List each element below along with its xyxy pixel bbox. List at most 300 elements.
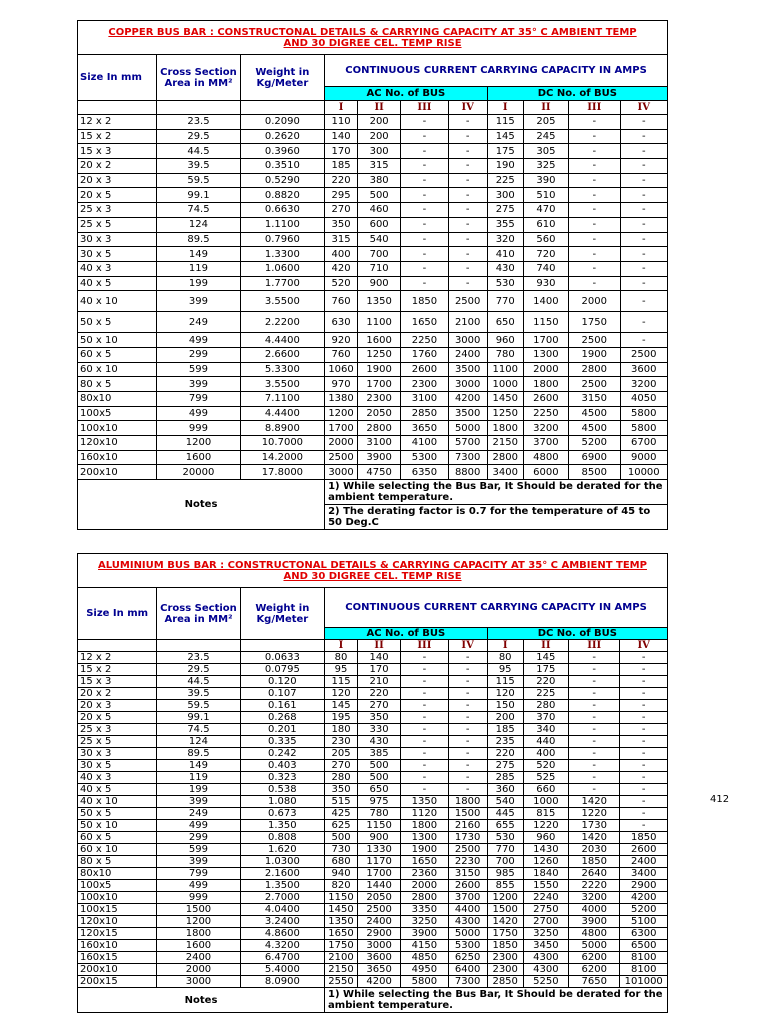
weight-cell: 0.403 (240, 760, 324, 772)
capacity-cell: 205 (325, 748, 358, 760)
copper-table-body (78, 115, 668, 480)
capacity-cell: 4750 (358, 465, 401, 480)
copper-ac-group: AC No. of BUS (325, 87, 488, 101)
table-row (78, 916, 668, 928)
aluminium-bus-count-dc-4: IV (620, 640, 668, 652)
capacity-cell: 3250 (523, 928, 568, 940)
capacity-cell: 5200 (569, 436, 620, 451)
table-row (78, 712, 668, 724)
capacity-cell: - (448, 144, 487, 159)
cross-section-cell: 599 (157, 844, 240, 856)
table-row (78, 880, 668, 892)
capacity-cell: - (448, 652, 487, 664)
size-cell: 30 x 3 (78, 232, 157, 247)
size-cell: 80x10 (78, 868, 157, 880)
weight-cell: 0.808 (240, 832, 324, 844)
weight-cell: 4.3200 (240, 940, 324, 952)
capacity-cell: - (568, 748, 619, 760)
capacity-cell: - (569, 115, 620, 130)
capacity-cell: 200 (358, 115, 401, 130)
aluminium-col-cross-section: Cross Section Area in MM² (157, 588, 240, 640)
capacity-cell: 2100 (448, 312, 487, 333)
capacity-cell: 3200 (568, 892, 619, 904)
cross-section-cell: 1200 (157, 436, 240, 451)
weight-cell: 1.7700 (240, 276, 324, 291)
cross-section-cell: 124 (157, 217, 240, 232)
aluminium-table-title: ALUMINIUM BUS BAR : CONSTRUCTONAL DETAILS & CARRYING CAPACITY AT 35° C AMBIENT TEMP AND 30 DIGREE CEL. TEMP RISE (78, 554, 668, 588)
capacity-cell: - (620, 664, 668, 676)
capacity-cell: 2160 (448, 820, 487, 832)
capacity-cell: 3700 (448, 892, 487, 904)
capacity-cell: 3400 (620, 868, 668, 880)
capacity-cell: 900 (357, 832, 400, 844)
size-cell: 120x10 (78, 436, 157, 451)
capacity-cell: 2900 (620, 880, 668, 892)
capacity-cell: 500 (358, 188, 401, 203)
capacity-cell: - (620, 115, 667, 130)
size-cell: 40 x 10 (78, 291, 157, 312)
size-cell: 100x5 (78, 406, 157, 421)
capacity-cell: 700 (358, 247, 401, 262)
weight-cell: 1.1100 (240, 217, 324, 232)
size-cell: 160x10 (78, 940, 157, 952)
capacity-cell: 625 (325, 820, 358, 832)
capacity-cell: - (568, 676, 619, 688)
cross-section-cell: 89.5 (157, 232, 240, 247)
capacity-cell: 270 (325, 203, 358, 218)
capacity-cell: - (568, 688, 619, 700)
capacity-cell: 355 (487, 217, 523, 232)
cross-section-cell: 299 (157, 832, 240, 844)
size-cell: 60 x 5 (78, 832, 157, 844)
capacity-cell: 2250 (523, 406, 568, 421)
capacity-cell: 2100 (325, 952, 358, 964)
capacity-cell: 360 (487, 784, 523, 796)
table-row (78, 928, 668, 940)
capacity-cell: 4300 (523, 952, 568, 964)
size-cell: 100x10 (78, 421, 157, 436)
capacity-cell: 430 (487, 261, 523, 276)
table-row (78, 760, 668, 772)
copper-bus-count-ac-4: IV (448, 101, 487, 115)
weight-cell: 2.1600 (240, 868, 324, 880)
weight-cell: 3.2400 (240, 916, 324, 928)
page-number: 412 (710, 794, 730, 805)
capacity-cell: 2150 (325, 964, 358, 976)
capacity-cell: 1550 (523, 880, 568, 892)
capacity-cell: 6250 (448, 952, 487, 964)
capacity-cell: 4300 (523, 964, 568, 976)
capacity-cell: - (620, 700, 668, 712)
capacity-cell: 1100 (487, 362, 523, 377)
capacity-cell: - (401, 772, 448, 784)
cross-section-cell: 1600 (157, 450, 240, 465)
aluminium-bus-count-dc-1: I (487, 640, 523, 652)
capacity-cell: 270 (357, 700, 400, 712)
capacity-cell: 1000 (487, 377, 523, 392)
capacity-cell: 900 (358, 276, 401, 291)
capacity-cell: 780 (357, 808, 400, 820)
capacity-cell: 1100 (358, 312, 401, 333)
capacity-cell: - (448, 232, 487, 247)
capacity-cell: - (620, 772, 668, 784)
capacity-cell: 740 (523, 261, 568, 276)
capacity-cell: 530 (487, 276, 523, 291)
capacity-cell: 4500 (569, 406, 620, 421)
size-cell: 100x10 (78, 892, 157, 904)
copper-bus-count-ac-3: III (401, 101, 448, 115)
capacity-cell: 1650 (401, 856, 448, 868)
capacity-cell: 8800 (448, 465, 487, 480)
aluminium-bus-count-ac-1: I (325, 640, 358, 652)
capacity-cell: - (568, 652, 619, 664)
copper-bus-count-dc-3: III (569, 101, 620, 115)
capacity-cell: 1200 (487, 892, 523, 904)
capacity-cell: - (620, 796, 668, 808)
capacity-cell: - (401, 784, 448, 796)
capacity-cell: - (569, 129, 620, 144)
capacity-cell: 3000 (357, 940, 400, 952)
capacity-cell: 3900 (358, 450, 401, 465)
capacity-cell: 630 (325, 312, 358, 333)
weight-cell: 0.242 (240, 748, 324, 760)
cross-section-cell: 199 (157, 276, 240, 291)
capacity-cell: 1450 (325, 904, 358, 916)
capacity-cell: - (448, 700, 487, 712)
size-cell: 60 x 10 (78, 844, 157, 856)
capacity-cell: - (569, 247, 620, 262)
aluminium-col-capacity: CONTINUOUS CURRENT CARRYING CAPACITY IN AMPS (325, 588, 668, 628)
capacity-cell: - (620, 261, 667, 276)
capacity-cell: 295 (325, 188, 358, 203)
capacity-cell: 1650 (325, 928, 358, 940)
capacity-cell: 2500 (620, 347, 667, 362)
capacity-cell: 1170 (357, 856, 400, 868)
capacity-cell: 5800 (620, 406, 667, 421)
weight-cell: 0.0633 (240, 652, 324, 664)
capacity-cell: 1150 (325, 892, 358, 904)
weight-cell: 0.323 (240, 772, 324, 784)
capacity-cell: 940 (325, 868, 358, 880)
capacity-cell: 2800 (401, 892, 448, 904)
cross-section-cell: 20000 (157, 465, 240, 480)
capacity-cell: 710 (358, 261, 401, 276)
table-row (78, 664, 668, 676)
cross-section-cell: 89.5 (157, 748, 240, 760)
capacity-cell: 1800 (448, 796, 487, 808)
capacity-cell: 500 (357, 760, 400, 772)
capacity-cell: 470 (523, 203, 568, 218)
table-row (78, 232, 668, 247)
size-cell: 60 x 5 (78, 347, 157, 362)
capacity-cell: 2240 (523, 892, 568, 904)
aluminium-bus-count-row (78, 640, 668, 652)
capacity-cell: 815 (523, 808, 568, 820)
capacity-cell: - (401, 700, 448, 712)
aluminium-notes-label: Notes (78, 988, 325, 1013)
capacity-cell: - (448, 203, 487, 218)
weight-cell: 1.0300 (240, 856, 324, 868)
capacity-cell: 200 (358, 129, 401, 144)
cross-section-cell: 249 (157, 312, 240, 333)
cross-section-cell: 499 (157, 880, 240, 892)
capacity-cell: - (620, 712, 668, 724)
weight-cell: 2.7000 (240, 892, 324, 904)
capacity-cell: 1730 (568, 820, 619, 832)
capacity-cell: - (569, 261, 620, 276)
capacity-cell: 275 (487, 203, 523, 218)
capacity-cell: 180 (325, 724, 358, 736)
capacity-cell: 5000 (568, 940, 619, 952)
table-row (78, 964, 668, 976)
capacity-cell: 760 (325, 347, 358, 362)
cross-section-cell: 99.1 (157, 712, 240, 724)
capacity-cell: - (620, 820, 668, 832)
capacity-cell: - (448, 664, 487, 676)
capacity-cell: 2300 (487, 964, 523, 976)
table-row (78, 406, 668, 421)
capacity-cell: - (401, 652, 448, 664)
weight-cell: 0.107 (240, 688, 324, 700)
capacity-cell: 2500 (357, 904, 400, 916)
capacity-cell: 145 (523, 652, 568, 664)
capacity-cell: 515 (325, 796, 358, 808)
capacity-cell: 2000 (569, 291, 620, 312)
size-cell: 25 x 3 (78, 724, 157, 736)
capacity-cell: - (569, 217, 620, 232)
cross-section-cell: 499 (157, 333, 240, 348)
size-cell: 15 x 3 (78, 676, 157, 688)
capacity-cell: 1750 (569, 312, 620, 333)
table-row (78, 832, 668, 844)
capacity-cell: 280 (325, 772, 358, 784)
size-cell: 200x10 (78, 465, 157, 480)
capacity-cell: 205 (523, 115, 568, 130)
capacity-cell: 3000 (448, 333, 487, 348)
capacity-cell: 2600 (523, 392, 568, 407)
capacity-cell: - (568, 772, 619, 784)
copper-bus-count-row (78, 101, 668, 115)
capacity-cell: 1420 (568, 832, 619, 844)
capacity-cell: 2640 (568, 868, 619, 880)
size-cell: 160x10 (78, 450, 157, 465)
table-row (78, 868, 668, 880)
capacity-cell: 2750 (523, 904, 568, 916)
capacity-cell: 280 (523, 700, 568, 712)
size-cell: 20 x 3 (78, 700, 157, 712)
capacity-cell: 1150 (523, 312, 568, 333)
table-row (78, 844, 668, 856)
capacity-cell: 460 (358, 203, 401, 218)
copper-col-weight: Weight in Kg/Meter (240, 55, 324, 101)
capacity-cell: 110 (325, 115, 358, 130)
capacity-cell: 350 (357, 712, 400, 724)
capacity-cell: 390 (523, 173, 568, 188)
capacity-cell: - (401, 115, 448, 130)
capacity-cell: 720 (523, 247, 568, 262)
copper-bus-count-dc-2: II (523, 101, 568, 115)
capacity-cell: - (568, 712, 619, 724)
capacity-cell: 4400 (448, 904, 487, 916)
capacity-cell: 5800 (401, 976, 448, 988)
capacity-cell: 9000 (620, 450, 667, 465)
capacity-cell: 2050 (358, 406, 401, 421)
size-cell: 200x10 (78, 964, 157, 976)
capacity-cell: - (401, 276, 448, 291)
table-row (78, 952, 668, 964)
table-row (78, 700, 668, 712)
table-row (78, 129, 668, 144)
cross-section-cell: 119 (157, 772, 240, 784)
capacity-cell: 2800 (569, 362, 620, 377)
capacity-cell: - (568, 784, 619, 796)
weight-cell: 1.0600 (240, 261, 324, 276)
size-cell: 80x10 (78, 392, 157, 407)
capacity-cell: 2360 (401, 868, 448, 880)
capacity-cell: 5800 (620, 421, 667, 436)
table-row (78, 904, 668, 916)
capacity-cell: 3150 (448, 868, 487, 880)
cross-section-cell: 74.5 (157, 724, 240, 736)
capacity-cell: 1350 (358, 291, 401, 312)
capacity-cell: 3250 (401, 916, 448, 928)
capacity-cell: 2050 (357, 892, 400, 904)
capacity-cell: - (568, 760, 619, 772)
cross-section-cell: 23.5 (157, 652, 240, 664)
weight-cell: 0.7960 (240, 232, 324, 247)
table-row (78, 724, 668, 736)
size-cell: 15 x 3 (78, 144, 157, 159)
capacity-cell: - (620, 688, 668, 700)
weight-cell: 0.673 (240, 808, 324, 820)
capacity-cell: 1430 (523, 844, 568, 856)
capacity-cell: - (620, 232, 667, 247)
capacity-cell: 195 (325, 712, 358, 724)
capacity-cell: 960 (523, 832, 568, 844)
capacity-cell: - (448, 772, 487, 784)
capacity-cell: 3500 (448, 406, 487, 421)
capacity-cell: 330 (357, 724, 400, 736)
cross-section-cell: 29.5 (157, 664, 240, 676)
capacity-cell: - (620, 129, 667, 144)
capacity-cell: 3500 (448, 362, 487, 377)
capacity-cell: 2850 (487, 976, 523, 988)
cross-section-cell: 799 (157, 868, 240, 880)
capacity-cell: 1760 (401, 347, 448, 362)
capacity-cell: 225 (487, 173, 523, 188)
capacity-cell: - (569, 188, 620, 203)
capacity-cell: 305 (523, 144, 568, 159)
size-cell: 80 x 5 (78, 856, 157, 868)
size-cell: 40 x 5 (78, 276, 157, 291)
capacity-cell: 610 (523, 217, 568, 232)
capacity-cell: 3000 (448, 377, 487, 392)
capacity-cell: - (401, 232, 448, 247)
size-cell: 160x15 (78, 952, 157, 964)
weight-cell: 3.5500 (240, 291, 324, 312)
capacity-cell: 4100 (401, 436, 448, 451)
capacity-cell: - (448, 217, 487, 232)
capacity-cell: 3700 (523, 436, 568, 451)
capacity-cell: 140 (325, 129, 358, 144)
capacity-cell: - (620, 748, 668, 760)
capacity-cell: 5000 (448, 928, 487, 940)
capacity-cell: 660 (523, 784, 568, 796)
capacity-cell: 140 (357, 652, 400, 664)
weight-cell: 0.268 (240, 712, 324, 724)
table-row (78, 450, 668, 465)
aluminium-col-weight: Weight in Kg/Meter (240, 588, 324, 640)
weight-cell: 0.0795 (240, 664, 324, 676)
capacity-cell: - (448, 159, 487, 174)
cross-section-cell: 999 (157, 421, 240, 436)
capacity-cell: 1700 (523, 333, 568, 348)
weight-cell: 2.6600 (240, 347, 324, 362)
cross-section-cell: 39.5 (157, 159, 240, 174)
capacity-cell: 1800 (523, 377, 568, 392)
capacity-cell: 2300 (358, 392, 401, 407)
capacity-cell: - (401, 688, 448, 700)
capacity-cell: 285 (487, 772, 523, 784)
capacity-cell: 101000 (620, 976, 668, 988)
capacity-cell: 225 (523, 688, 568, 700)
capacity-cell: 2000 (325, 436, 358, 451)
capacity-cell: 6400 (448, 964, 487, 976)
capacity-cell: 95 (487, 664, 523, 676)
size-cell: 12 x 2 (78, 652, 157, 664)
capacity-cell: 220 (487, 748, 523, 760)
capacity-cell: 2230 (448, 856, 487, 868)
table-row (78, 203, 668, 218)
size-cell: 25 x 3 (78, 203, 157, 218)
capacity-cell: 270 (325, 760, 358, 772)
capacity-cell: 985 (487, 868, 523, 880)
capacity-cell: - (620, 784, 668, 796)
table-row (78, 736, 668, 748)
weight-cell: 6.4700 (240, 952, 324, 964)
capacity-cell: - (401, 129, 448, 144)
cross-section-cell: 2400 (157, 952, 240, 964)
capacity-cell: 4000 (568, 904, 619, 916)
capacity-cell: 700 (487, 856, 523, 868)
capacity-cell: 4800 (568, 928, 619, 940)
capacity-cell: 975 (357, 796, 400, 808)
capacity-cell: 1420 (568, 796, 619, 808)
weight-cell: 0.3960 (240, 144, 324, 159)
capacity-cell: 560 (523, 232, 568, 247)
cross-section-cell: 399 (157, 856, 240, 868)
weight-cell: 5.4000 (240, 964, 324, 976)
capacity-cell: 3200 (523, 421, 568, 436)
cross-section-cell: 1800 (157, 928, 240, 940)
capacity-cell: 6200 (568, 952, 619, 964)
capacity-cell: - (620, 724, 668, 736)
capacity-cell: 115 (325, 676, 358, 688)
aluminium-note-1: 1) While selecting the Bus Bar, It Should be derated for the ambient temperature. (325, 988, 668, 1013)
capacity-cell: 6300 (620, 928, 668, 940)
size-cell: 20 x 2 (78, 159, 157, 174)
capacity-cell: 510 (523, 188, 568, 203)
capacity-cell: 855 (487, 880, 523, 892)
copper-bus-bar-table (77, 20, 668, 530)
capacity-cell: - (448, 173, 487, 188)
capacity-cell: 1330 (357, 844, 400, 856)
size-cell: 40 x 3 (78, 772, 157, 784)
cross-section-cell: 499 (157, 820, 240, 832)
capacity-cell: 315 (325, 232, 358, 247)
capacity-cell: 115 (487, 676, 523, 688)
capacity-cell: 4050 (620, 392, 667, 407)
